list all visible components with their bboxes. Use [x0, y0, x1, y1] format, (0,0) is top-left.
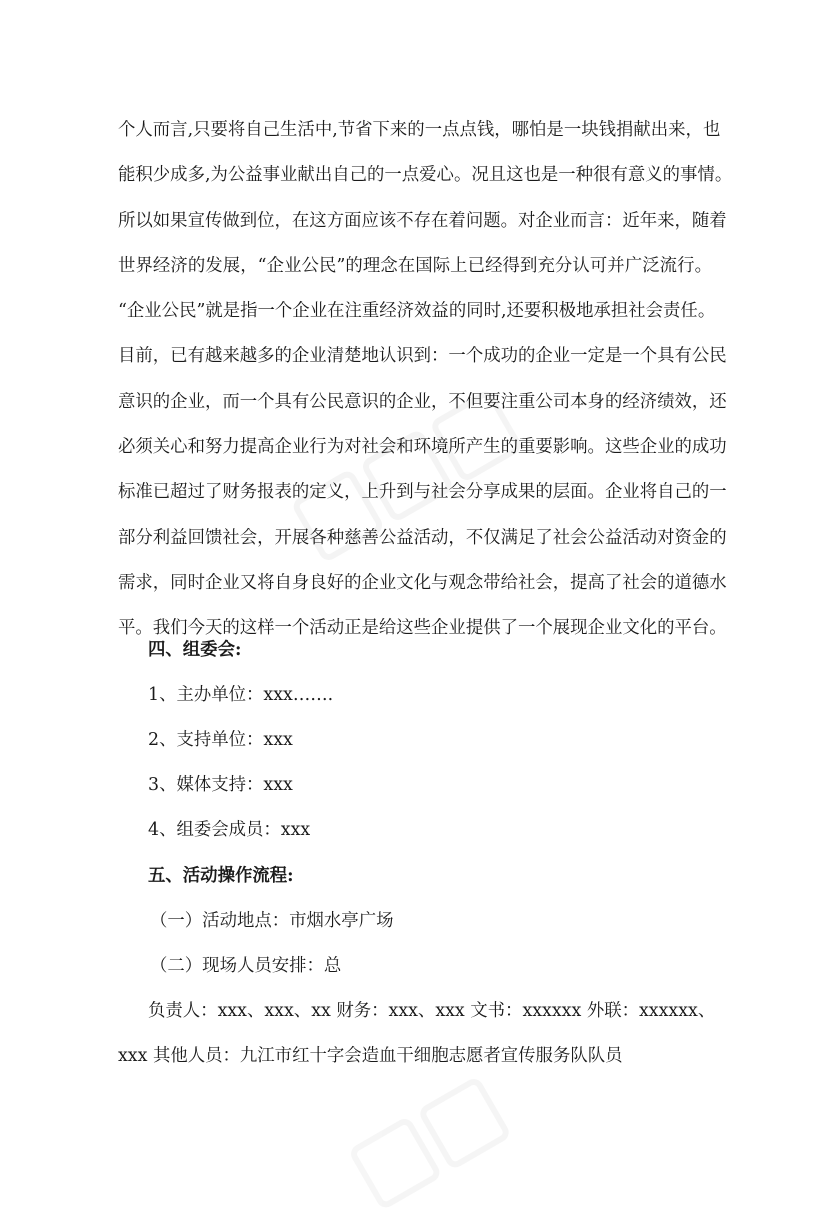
paragraph-line: 意识的企业，而一个具有公民意识的企业，不但要注重公司本身的经济绩效，还 [118, 391, 727, 412]
staff-line: xxx 其他人员：九江市红十字会造血干细胞志愿者宣传服务队队员 [118, 1046, 623, 1066]
paragraph-line: “企业公民”就是指一个企业在注重经济效益的同时,还要积极地承担社会责任。 [118, 301, 716, 322]
paragraph-line: 所以如果宣传做到位，在这方面应该不存在着问题。对企业而言：近年来，随着 [118, 210, 727, 231]
paragraph-line: 需求，同时企业又将自身良好的企业文化与观念带给社会，提高了社会的道德水 [118, 572, 727, 593]
section-heading-committee: 四、组委会: [148, 640, 242, 660]
section-heading-process: 五、活动操作流程: [148, 866, 294, 886]
paragraph-line: 个人而言,只要将自己生活中,节省下来的一点点钱，哪怕是一块钱捐献出来，也 [118, 120, 721, 140]
paragraph-line: 必须关心和努力提高企业行为对社会和环境所产生的重要影响。这些企业的成功 [118, 437, 727, 458]
paragraph-line: 目前，已有越来越多的企业清楚地认识到：一个成功的企业一定是一个具有公民 [118, 346, 727, 367]
list-item-members: 4、组委会成员：xxx [148, 820, 311, 840]
paragraph-line: 标准已超过了财务报表的定义，上升到与社会分享成果的层面。企业将自己的一 [118, 482, 727, 503]
list-item-organizer: 1、主办单位：xxx……. [148, 685, 334, 705]
paragraph-line: 平。我们今天的这样一个活动正是给这些企业提供了一个展现企业文化的平台。 [118, 618, 727, 639]
staff-line: 负责人：xxx、xxx、xx 财务：xxx、xxx 文书：xxxxxx 外联：xxxxxx、 [148, 1001, 716, 1021]
list-item-location: （一）活动地点：市烟水亭广场 [150, 911, 394, 931]
list-item-supporter: 2、支持单位：xxx [148, 730, 293, 750]
paragraph-line: 世界经济的发展，“企业公民”的理念在国际上已经得到充分认可并广泛流行。 [118, 255, 712, 276]
body-paragraph [118, 108, 733, 652]
paragraph-line: 部分利益回馈社会，开展各种慈善公益活动，不仅满足了社会公益活动对资金的 [118, 527, 727, 548]
list-item-staffing: （二）现场人员安排：总 [150, 956, 342, 976]
list-item-media: 3、媒体支持：xxx [148, 775, 293, 795]
paragraph-line: 能积少成多,为公益事业献出自己的一点爱心。况且这也是一种很有意义的事情。 [118, 165, 733, 186]
